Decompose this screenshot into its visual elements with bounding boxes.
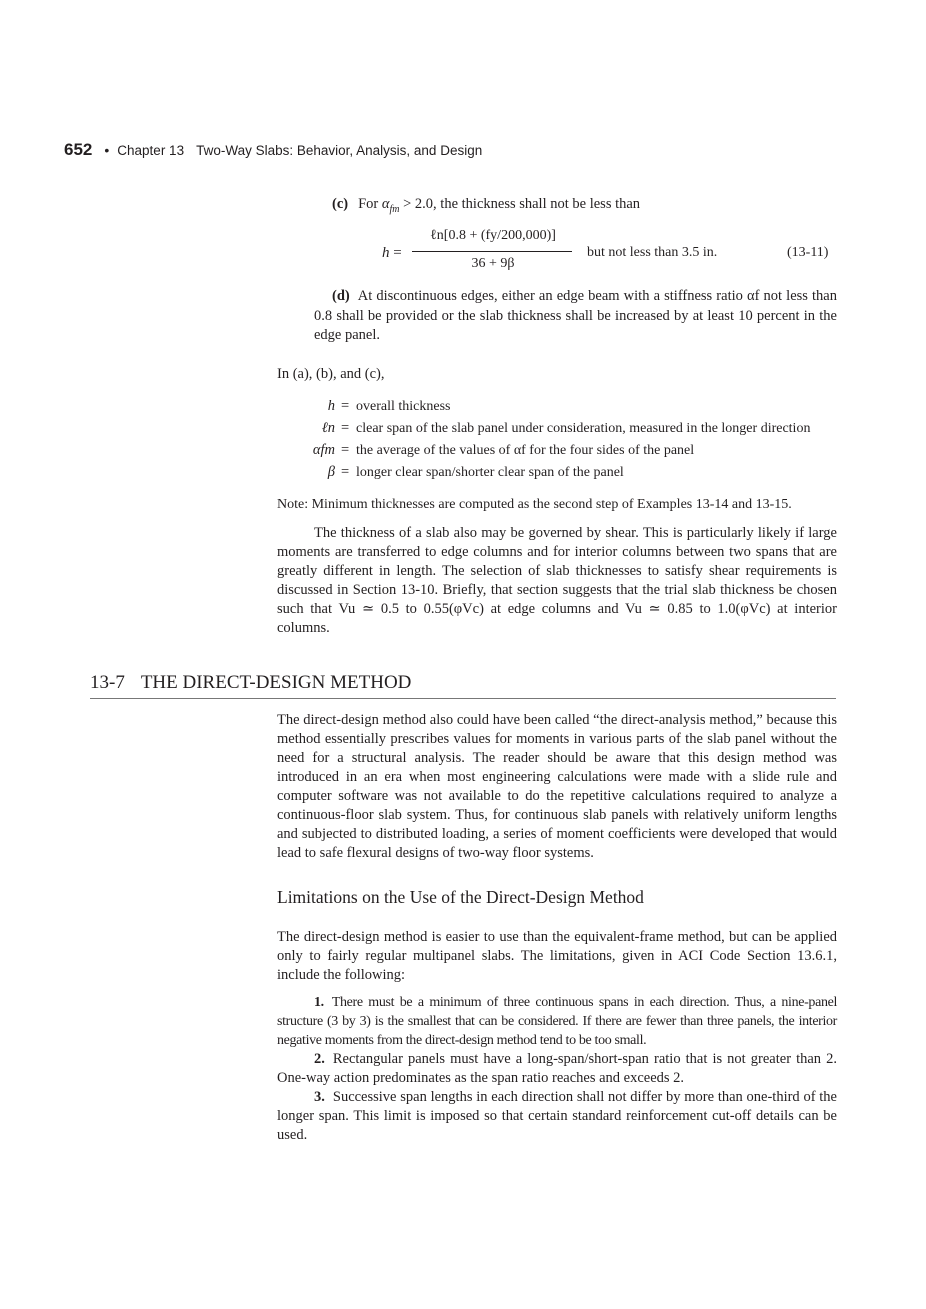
definition-symbol: β — [327, 464, 335, 480]
list-text: Rectangular panels must have a long-span/short-span ratio that is not greater than 2. One-way action predominates as the span ratio reaches and exceeds 2. — [277, 1051, 837, 1086]
definition-symbol: αfm — [312, 442, 335, 458]
item-c-text: > 2.0, the thickness shall not be less than — [399, 196, 641, 212]
definition-symbol: ℓn — [321, 420, 335, 436]
list-number: 3. — [314, 1089, 325, 1105]
list-text: Successive span lengths in each direction shall not differ by more than one-third of the longer span. This limit is imposed so that certain standard reinforcement cut-off details can be used. — [277, 1089, 837, 1143]
list-item — [277, 993, 837, 1050]
alpha-subscript: fm — [389, 203, 400, 215]
alpha-symbol: α — [381, 196, 390, 212]
limitations-list — [277, 993, 837, 1145]
equation-number: (13-11) — [787, 245, 829, 260]
definition-equals: = — [341, 442, 350, 458]
direct-design-paragraph: The direct-design method also could have been called “the direct-analysis method,” because this method essentially prescribes values for moments in various parts of the slab panel without the need for a structural analysis. The reader should be aware that this design method was introduced in an era when most engineering calculations were made with a slide rule and computer software was not available to do the repetitive calculations required to analyze a continuous-floor slab system. Thus, for continuous slab panels with relatively uniform lengths and subjected to distributed loading, a series of moment coefficients were developed that would lead to safe flexural designs of two-way floor systems. — [277, 712, 837, 861]
list-text: There must be a minimum of three continuous spans in each direction. Thus, a nine-panel structure (3 by 3) is the smallest that can be considered. If there are fewer than three panels, the interior negative moments from the direct-design method tend to be too small. — [277, 995, 837, 1048]
page-number: 652 — [64, 140, 93, 159]
definitions-intro: In (a), (b), and (c), — [277, 366, 385, 382]
item-d-label: (d) — [332, 288, 350, 304]
equation-condition: but not less than 3.5 in. — [587, 245, 718, 260]
item-c-label: (c) — [332, 196, 349, 212]
running-head — [64, 140, 864, 164]
equation-numerator: ℓn[0.8 + (fy/200,000)] — [430, 228, 556, 243]
item-c-lead: For — [358, 196, 379, 212]
definition-text: the average of the values of αf for the four sides of the panel — [356, 443, 695, 458]
list-number: 1. — [314, 995, 324, 1010]
list-item — [277, 1088, 837, 1145]
definition-equals: = — [341, 398, 350, 414]
item-d-text: At discontinuous edges, either an edge beam with a stiffness ratio αf not less than 0.8 shall be provided or the slab thickness shall be increased by at least 10 percent in the edge panel. — [314, 288, 837, 343]
definition-equals: = — [341, 464, 350, 480]
chapter-label: Chapter 13 — [117, 143, 185, 158]
list-item — [277, 1050, 837, 1088]
bullet-separator: • — [104, 142, 110, 158]
section-title: THE DIRECT-DESIGN METHOD — [140, 672, 412, 693]
item-c — [332, 196, 852, 215]
limitations-paragraph: The direct-design method is easier to use than the equivalent-frame method, but can be applied only to fairly regular multipanel slabs. The limitations, given in ACI Code Section 13.6.1, include the following: — [277, 929, 837, 983]
equation-denominator: 36 + 9β — [471, 256, 515, 271]
fraction-bar — [412, 251, 572, 252]
section-number: 13-7 — [90, 672, 125, 693]
definition-text: longer clear span/shorter clear span of the panel — [356, 465, 624, 480]
shear-paragraph: The thickness of a slab also may be governed by shear. This is particularly likely if large moments are transferred to edge columns and for interior columns between two spans that are greatly different in length. The selection of slab thicknesses to satisfy shear requirements is discussed in Section 13-10. Briefly, that section suggests that the trial slab thickness be chosen such that Vu ≃ 0.5 to 0.55(φVc) at edge columns and Vu ≃ 0.85 to 1.0(φVc) at interior columns. — [277, 525, 837, 636]
note: Note: Minimum thicknesses are computed as the second step of Examples 13-14 and 13-15. — [277, 497, 792, 512]
list-number: 2. — [314, 1051, 325, 1067]
definition-text: clear span of the slab panel under consideration, measured in the longer direction — [356, 421, 811, 436]
subsection-heading: Limitations on the Use of the Direct-Design Method — [277, 887, 644, 907]
definition-equals: = — [341, 420, 350, 436]
definition-text: overall thickness — [356, 399, 451, 414]
chapter-title: Two-Way Slabs: Behavior, Analysis, and Design — [196, 143, 483, 158]
equation-lhs: h = — [382, 245, 402, 261]
section-heading — [90, 672, 836, 699]
item-d — [314, 287, 837, 346]
definition-symbol: h — [327, 398, 335, 414]
